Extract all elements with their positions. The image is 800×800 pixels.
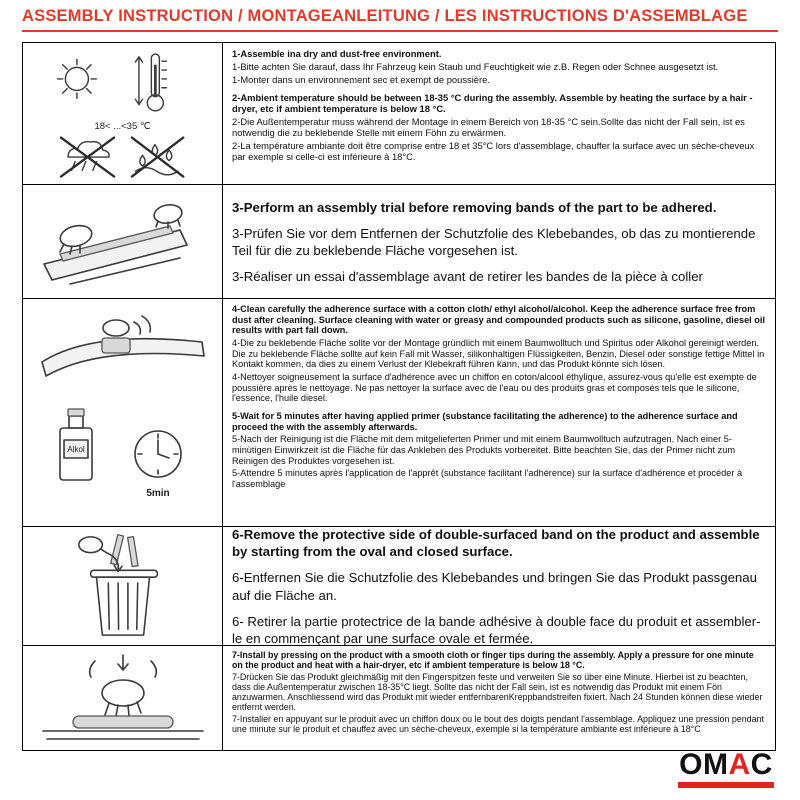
instruction-text-en: 1-Assemble ina dry and dust-free environment. xyxy=(232,48,442,59)
instruction-text-en: 5-Wait for 5 minutes after having applied primer (substance facilitating the adherence) to the adherence surface and proceed the with the assembly afterwards. xyxy=(232,411,738,432)
title-divider xyxy=(22,30,778,32)
text-cell-trial xyxy=(223,185,775,298)
pressure-arrows xyxy=(89,655,156,677)
liner-strips xyxy=(110,535,137,567)
instruction-text-fr: 1-Monter dans un environnement sec et exempt de poussière. xyxy=(232,74,490,85)
instruction-row-trial xyxy=(23,185,775,299)
instruction-text-fr: 7-Installer en appuyant sur le produit avec un chiffon doux ou le bout des doigts pendant l'assemblage. Appliquez une pression pendant une minute sur le produit et chauffez avec un sèche-cheveux, exemple si la température ambiante est inférieure à 18°C xyxy=(232,714,764,735)
instruction-table xyxy=(22,42,776,751)
press-product-illustration xyxy=(33,651,213,745)
thermometer-icon xyxy=(135,54,166,111)
omac-logo xyxy=(678,750,774,788)
right-hand-icon xyxy=(153,202,184,227)
assembly-trial-illustration xyxy=(30,192,215,292)
instruction-text-fr: 2-La température ambiante doit être comprise entre 18 et 35°C lors d'assemblage, chauffer la surface avec un sèche-cheveux par exemple si celle-ci est inférieure à 18°C. xyxy=(232,140,755,162)
illustration-cell-environment xyxy=(23,43,223,184)
illustration-cell-trial xyxy=(23,185,223,298)
illustration-cell-press xyxy=(23,646,223,750)
clock-icon xyxy=(135,431,181,477)
instruction-text-de: 5-Nach der Reinigung ist die Fläche mit dem mitgelieferten Primer und mit einem Baumwolltuch aufzutragen. Nach einer 5-minütigen Einwirkzeit ist die Fläche für das Ankleben des Produkts vorbereitet. Bitte beachten Sie, das der Primer nicht zum Reinigen des Produktes vorgesehen ist. xyxy=(232,434,736,466)
text-cell-environment xyxy=(223,43,775,184)
instruction-row-cleaning xyxy=(23,299,775,527)
instruction-row-remove-band xyxy=(23,527,775,646)
instruction-text-fr: 3-Réaliser un essai d'assemblage avant de retirer les bandes de la pièce à coller xyxy=(232,269,703,285)
instruction-text-en: 3-Perform an assembly trial before removing bands of the part to be adhered. xyxy=(232,199,717,215)
no-moisture-icon xyxy=(131,137,182,176)
temperature-illustration xyxy=(33,47,213,118)
instruction-text-fr: 5-Attendre 5 minutes après l'application de l'apprêt (substance facilitant l'adhérence) sur la surface d'adhérence et procéder à l'assemblage xyxy=(232,468,743,490)
text-cell-remove-band xyxy=(223,527,775,645)
surface-cleaning-illustration xyxy=(30,310,215,516)
temperature-range-label: 18< ...<35 ℃ xyxy=(94,120,151,132)
page-title: ASSEMBLY INSTRUCTION / MONTAGEANLEITUNG / LES INSTRUCTIONS D'ASSEMBLAGE xyxy=(22,7,748,25)
instruction-text-en: 4-Clean carefully the adherence surface with a cotton cloth/ ethyl alcohol/alcohol. Keep the adherence surface free from dust after cleaning. Surface cleaning with water or greasy and compounded products such as silicone, gasoline, diesel oil results with part fall down. xyxy=(232,304,766,336)
logo-wordmark xyxy=(678,750,774,780)
illustration-cell-cleaning xyxy=(23,299,223,526)
wiping-hand-icon xyxy=(42,316,204,376)
instruction-text-de: 6-Entfernen Sie die Schutzfolie des Klebebandes und bringen Sie das Produkt passgenau auf die Fläche an. xyxy=(232,570,757,603)
hand-icon xyxy=(78,537,106,553)
instruction-text-de: 1-Bitte achten Sie darauf, dass Ihr Fahrzeug kein Staub und Feuchtigkeit wie z.B. Regen oder Schnee ausgesetzt ist. xyxy=(232,61,719,72)
forbidden-conditions-illustration xyxy=(33,134,213,180)
bottle-label: Alkol xyxy=(67,444,85,454)
text-cell-press xyxy=(223,646,775,750)
no-rain-snow-icon xyxy=(60,137,113,176)
logo-letter-a: A xyxy=(728,748,751,781)
instruction-text-en: 2-Ambient temperature should be between 18-35 °C during the assembly. Assemble by heating the surface by a hair -dryer, etc if ambient temperature is below 18 °C. xyxy=(232,92,753,114)
instruction-text-en: 6-Remove the protective side of double-surfaced band on the product and assemble by starting from the oval and closed surface. xyxy=(232,527,760,560)
trash-bin-icon xyxy=(90,570,157,635)
instruction-row-environment xyxy=(23,43,775,185)
instruction-row-press xyxy=(23,646,775,750)
logo-letter-c: C xyxy=(750,748,773,781)
logo-letters-om: OM xyxy=(679,748,729,781)
instruction-text-fr: 4-Nettoyer soigneusement la surface d'adhérence avec un chiffon en coton/alcool éthylique, assurez-vous qu'elle est exempte de poussière après le nettoyage. Ne pas nettoyer la surface avec de l'eau ou des produits gras et composés tels que le silicone, l'essence, l'huile diesel. xyxy=(232,372,757,404)
hand-icon xyxy=(102,680,144,716)
instruction-text-de: 2-Die Außentemperatur muss während der Montage in einem Bereich von 18-35 °C sein.Sollte das nicht der Fall sein, ist es notwendig die zu beklebende Stelle mit einem Föhn zu erwärmen. xyxy=(232,116,745,138)
logo-underline xyxy=(678,782,774,788)
wait-time-label: 5min xyxy=(146,487,170,499)
illustration-cell-remove-band xyxy=(23,527,223,645)
text-cell-cleaning xyxy=(223,299,775,526)
instruction-text-de: 4-Die zu beklebende Fläche sollte vor der Montage gründlich mit einem Baumwolltuch und Spiritus oder Alkohol gereinigt werden. Die zu beklebende Fläche sollte auf kein Fall mit Wasser, silikonhaltigen Flüssigkeiten, Benzin, Diesel oder sonstige fettige Mittel in Kontakt kommen, da dies zu einem Verlust der Klebekraft führen kann, und das Produkt könnte sich lösen. xyxy=(232,338,765,370)
instruction-text-de: 7-Drücken Sie das Produkt gleichmäßig mit den Fingerspitzen feste und verweilen Sie so über eine Minute. Hierbei ist zu beachten, dass die Außentemperatur zwischen 18-35°C liegt. Sollte das nicht der Fall sein, ist es notwendig das Produkt mit einem Fön anzuwarmen. Anschliessend wird das Produkt mit wieder entfernbarenKreppbandstreifen fixiert. Nach 24 Stunden können diese wieder entfernt werden. xyxy=(232,672,763,713)
instruction-text-de: 3-Prüfen Sie vor dem Entfernen der Schutzfolie des Klebebandes, ob das zu montierende Teil für die zu beklebende Fläche vorgesehen ist. xyxy=(232,225,756,258)
sun-icon xyxy=(57,59,96,98)
alcohol-bottle-icon xyxy=(60,409,92,480)
instruction-text-en: 7-Install by pressing on the product with a smooth cloth or finger tips during the assembly. Apply a pressure for one minute on the product and heat with a hair-dryer, etc if ambient temperature is below 18 °C. xyxy=(232,650,754,671)
instruction-text-fr: 6- Retirer la partie protectrice de la bande adhésive à double face du produit et assembler-le en commençant par une surface ovale et fermée. xyxy=(232,613,761,645)
product-strip-shape xyxy=(73,716,173,728)
discard-liner-illustration xyxy=(48,531,198,641)
